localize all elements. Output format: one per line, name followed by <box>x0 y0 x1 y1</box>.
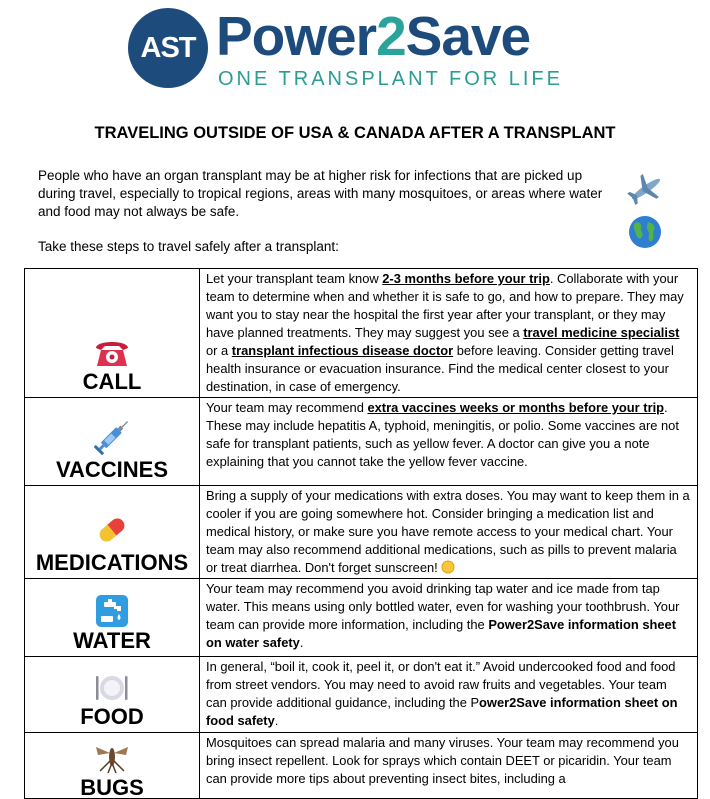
sun-icon <box>441 560 455 574</box>
intro-paragraph: People who have an organ transplant may be at higher risk for infections that are picked up during travel, especially to tropical regions, areas with many mosquitoes, or areas where water and food may not always be safe. <box>38 168 603 219</box>
page-title: TRAVELING OUTSIDE OF USA & CANADA AFTER A TRANSPLANT <box>94 124 616 142</box>
step-label-cell <box>25 486 200 579</box>
step-row-bugs <box>25 733 698 799</box>
step-row-call <box>25 269 698 398</box>
step-description: In general, “boil it, cook it, peel it, or don't eat it.” Avoid undercooked food and food from street vendors. You may need to avoid raw fruits and vegetables. Your team can provide additional guidance, including the Power2Save information sheet on food safety. <box>200 657 698 733</box>
faucet-icon <box>95 594 129 628</box>
pill-icon <box>92 510 132 550</box>
travel-steps-table <box>24 268 698 799</box>
power2save-logo <box>128 6 568 92</box>
steps-intro: Take these steps to travel safely after a transplant: <box>38 239 339 254</box>
step-row-medications <box>25 486 698 579</box>
logo-wordmark: Power2Save <box>216 5 531 67</box>
step-label: VACCINES <box>55 457 169 482</box>
telephone-icon <box>92 337 132 369</box>
step-label-cell <box>25 579 200 657</box>
step-label: CALL <box>82 369 142 394</box>
globe-icon <box>627 214 663 250</box>
step-label-cell <box>25 269 200 398</box>
step-row-water <box>25 579 698 657</box>
logo-tagline: ONE TRANSPLANT FOR LIFE <box>218 68 563 90</box>
step-description: Bring a supply of your medications with extra doses. You may want to keep them in a cooler if you are going somewhere hot. Consider bringing a medication list and medical history, or make sure you have remote access to your medical chart. Your team may also recommend additional medications, such as pills to prevent malaria or treat diarrhea. Don't forget sunscreen! <box>200 486 698 579</box>
mosquito-icon <box>92 743 132 775</box>
ast-logo-badge: AST <box>128 8 208 88</box>
step-description: Let your transplant team know 2-3 months before your trip. Collaborate with your team to determine when and whether it is safe to go, and how to prepare. They may want you to stay near the hospital the first year after your transplant, or they may have planned treatments. They may suggest you see a travel medicine specialist or a transplant infectious disease doctor before leaving. Consider getting travel health insurance or evacuation insurance. Find the medical center closest to your destination, in case of emergency. <box>200 269 698 398</box>
syringe-icon <box>90 417 134 457</box>
step-description: Your team may recommend you avoid drinking tap water and ice made from tap water. This means using only bottled water, even for washing your toothbrush. Your team can provide more information, including the Power2Save information sheet on water safety. <box>200 579 698 657</box>
step-label: FOOD <box>80 704 144 729</box>
step-label: BUGS <box>80 775 144 795</box>
step-row-food <box>25 657 698 733</box>
step-label-cell <box>25 398 200 486</box>
step-label-cell <box>25 733 200 799</box>
step-label-cell <box>25 657 200 733</box>
step-row-vaccines <box>25 398 698 486</box>
step-description: Your team may recommend extra vaccines weeks or months before your trip. These may include hepatitis A, typhoid, meningitis, or polio. Some vaccines are not safe for transplant patients, such as yellow fever. A doctor can give you a note explaining that you cannot take the yellow fever vaccine. <box>200 398 698 486</box>
step-label: WATER <box>73 628 151 653</box>
step-description: Mosquitoes can spread malaria and many viruses. Your team may recommend you bring insect repellent. Look for sprays which contain DEET or picaridin. Your team can provide more tips about preventing insect bites, including a <box>200 733 698 799</box>
plate-icon <box>92 672 132 704</box>
airplane-icon <box>626 170 666 208</box>
step-label: MEDICATIONS <box>35 550 189 575</box>
